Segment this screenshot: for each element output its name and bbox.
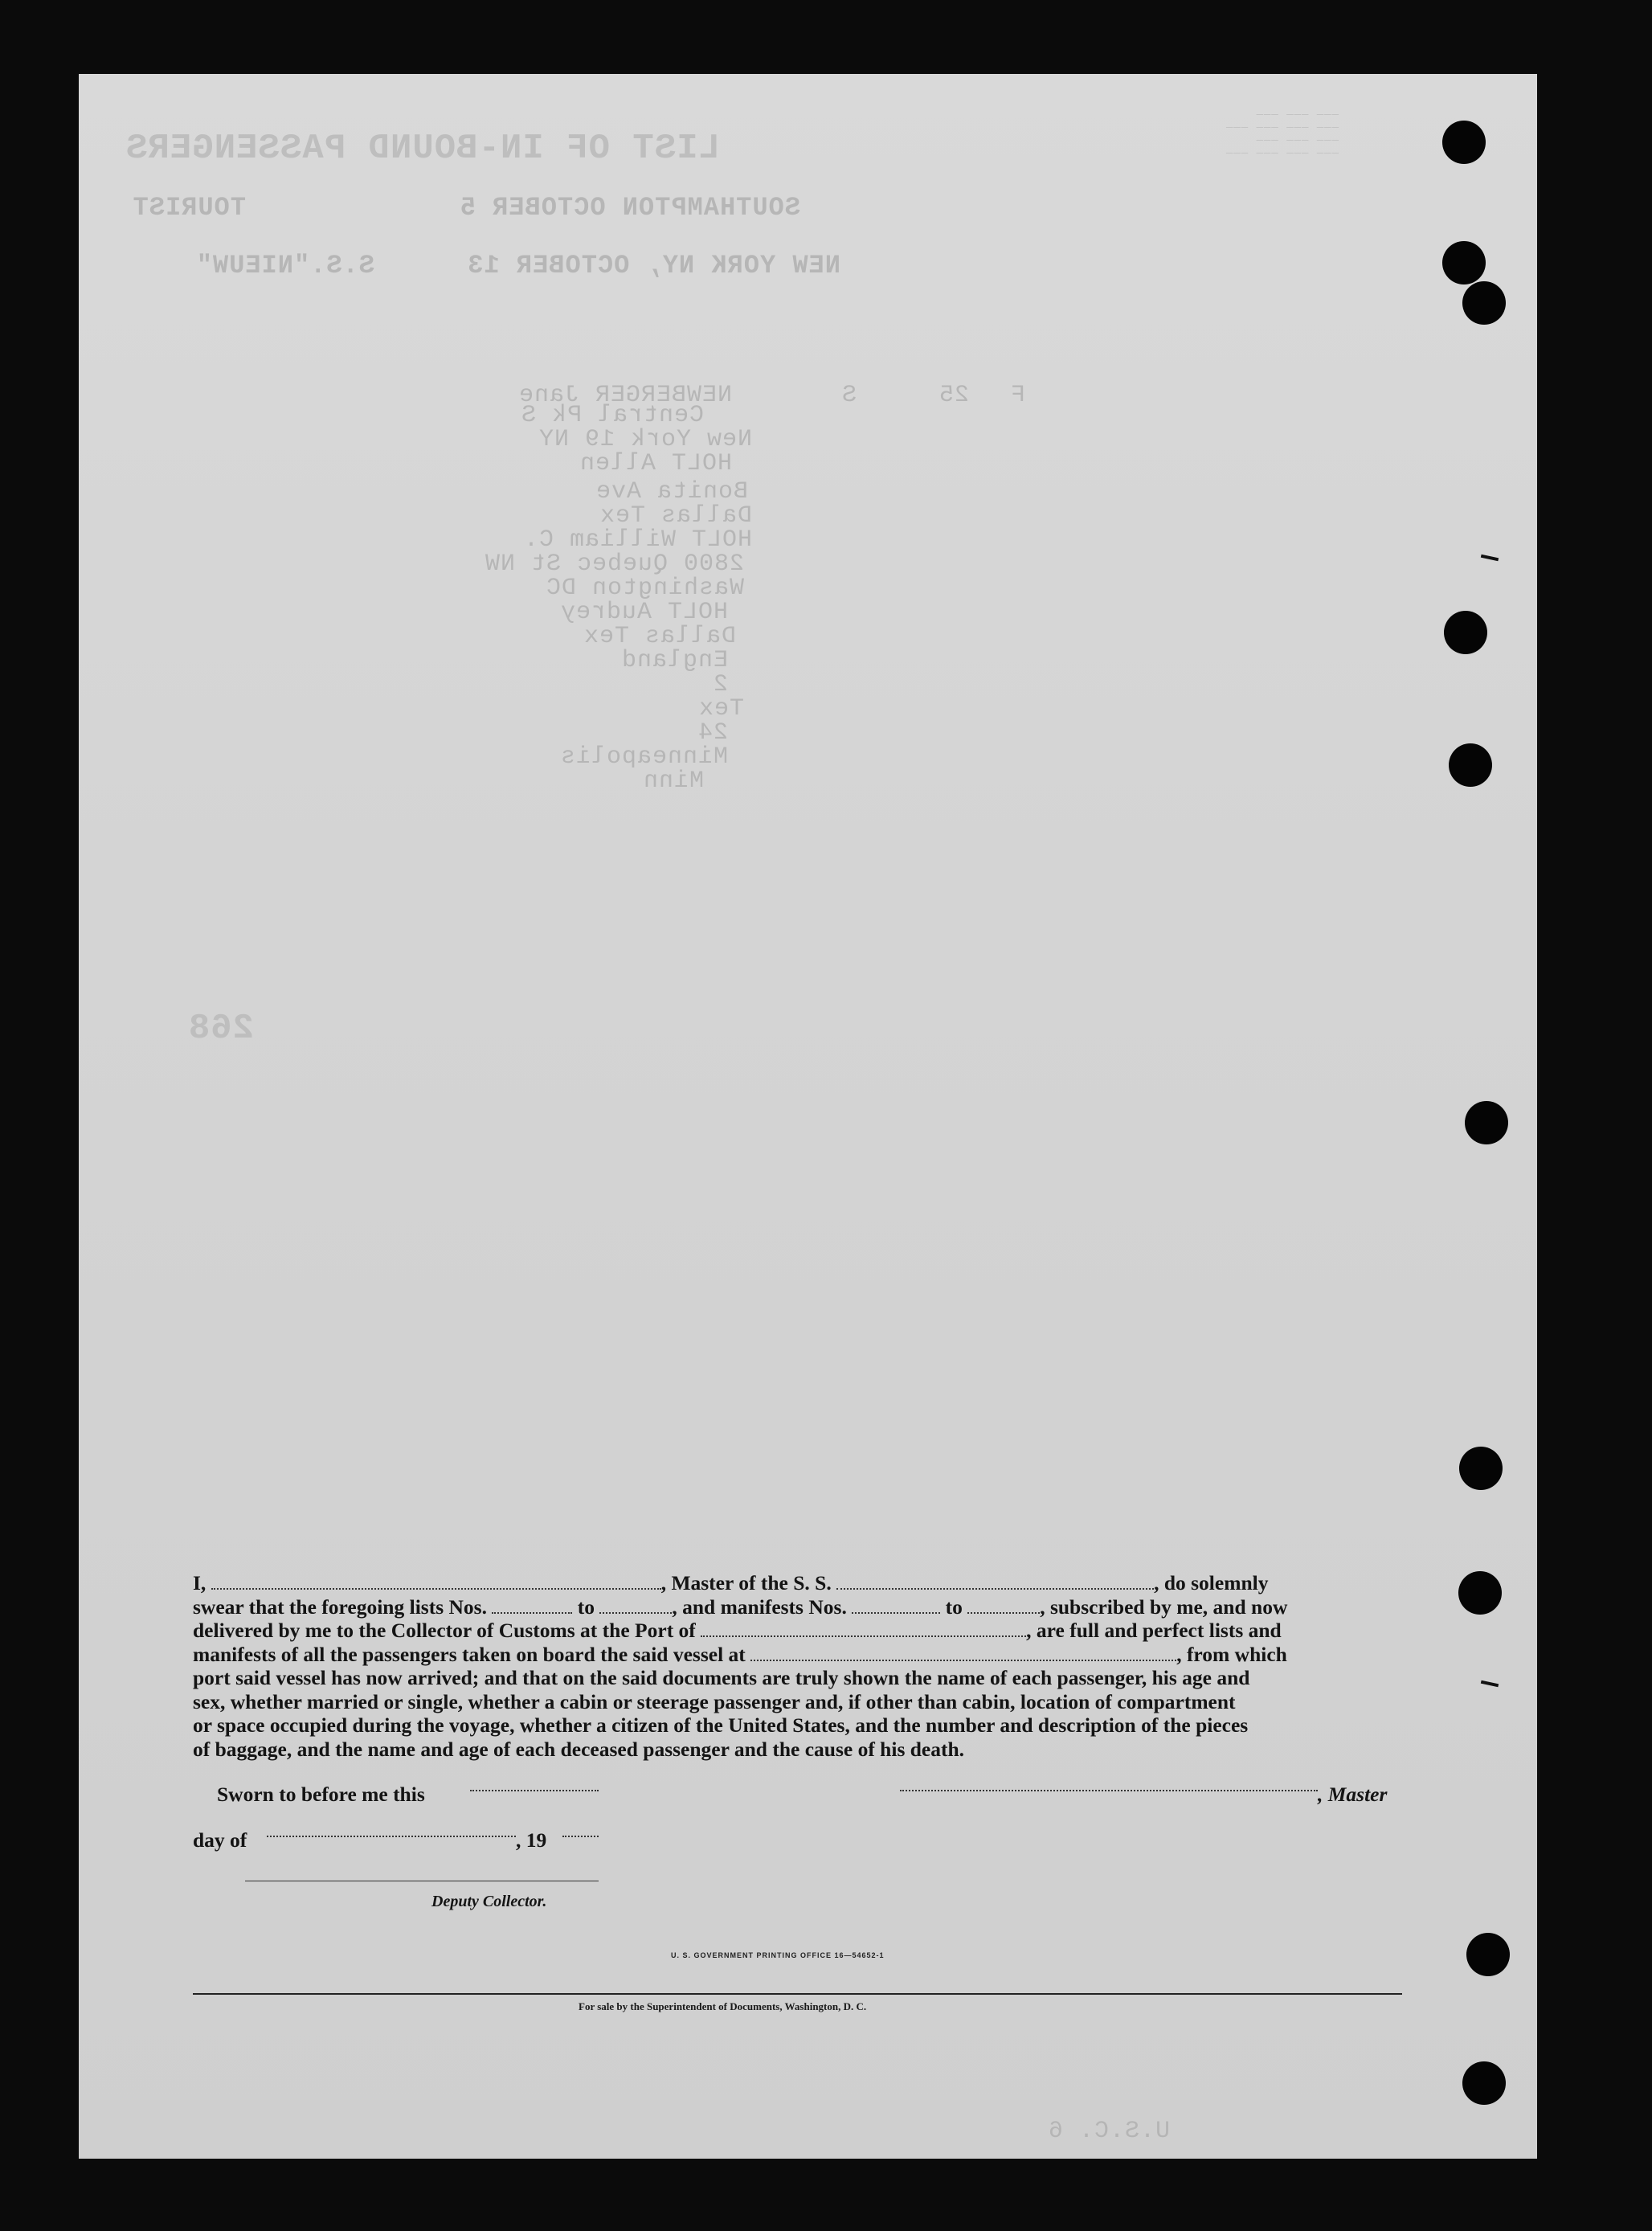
list-from-field[interactable] bbox=[492, 1598, 572, 1614]
manifest-to-field[interactable] bbox=[967, 1598, 1040, 1614]
ghost-cell: HOLT Audrey bbox=[559, 599, 728, 626]
bleed-through-text: ——— ——— ——— ——— ——— ——— ——— ——— ——— ——— ——— ——— ——— ——— LIST OF IN-BOUND PASSENGERS SOUTHAMPTON OCTOBER 5 TOURIST S.S."NIEUW" NEW YORK NY, OCTOBER 13 NEWBERGER Jane 25 F S Central Pk S New York 19 NY HOLT Allen Bonita Ave Dallas Tex HOLT William C. 2800 Quebec St NW Washington DC HOLT Audrey Dallas Tex England 2 Tex 24 Minneapolis Minn 268 U.S.C. 6 bbox=[125, 108, 1339, 2145]
ghost-cell: NEWBERGER Jane bbox=[517, 382, 732, 409]
footer-rule bbox=[193, 1993, 1402, 1995]
ghost-cell: F bbox=[1009, 382, 1025, 409]
ghost-corner-code: U.S.C. 6 bbox=[1047, 2118, 1170, 2145]
master-declaration bbox=[193, 1571, 1402, 1761]
declaration-text: , do solemnly bbox=[1154, 1571, 1269, 1594]
ghost-arrival: NEW YORK NY, OCTOBER 13 bbox=[467, 251, 840, 280]
ghost-cell: Minn bbox=[642, 768, 704, 795]
declaration-text: delivered by me to the Collector of Customs at the Port of bbox=[193, 1619, 696, 1642]
declaration-text: , are full and perfect lists and bbox=[1026, 1619, 1282, 1642]
ghost-cell: S bbox=[840, 382, 857, 409]
year-prefix: , 19 bbox=[516, 1828, 547, 1852]
list-to-field[interactable] bbox=[599, 1598, 672, 1614]
master-signature-field[interactable] bbox=[900, 1790, 1318, 1791]
sworn-day-field[interactable] bbox=[470, 1790, 599, 1791]
ghost-cell: Minneapolis bbox=[559, 743, 728, 771]
ghost-ship: S.S."NIEUW" bbox=[195, 251, 374, 280]
declaration-text: , and manifests Nos. bbox=[672, 1594, 847, 1619]
month-field[interactable] bbox=[267, 1836, 516, 1837]
ghost-title: LIST OF IN-BOUND PASSENGERS bbox=[125, 129, 720, 169]
declaration-text: , from which bbox=[1176, 1642, 1287, 1666]
for-sale-notice: For sale by the Superintendent of Documents, Washington, D. C. bbox=[579, 2000, 867, 2012]
manifest-from-field[interactable] bbox=[852, 1598, 940, 1614]
port-field[interactable] bbox=[701, 1621, 1026, 1637]
declaration-text: manifests of all the passengers taken on board the said vessel at bbox=[193, 1642, 746, 1666]
printer-imprint: U. S. GOVERNMENT PRINTING OFFICE 16—54652-1 bbox=[671, 1951, 885, 1959]
sworn-label: Sworn to before me this bbox=[217, 1783, 425, 1806]
day-of-label: day of bbox=[193, 1828, 247, 1852]
ghost-cell: HOLT William C. bbox=[522, 526, 752, 554]
ghost-class: TOURIST bbox=[132, 193, 246, 223]
ghost-cell: Bonita Ave bbox=[595, 478, 748, 506]
ghost-cell: 25 bbox=[938, 382, 969, 409]
master-name-field[interactable] bbox=[211, 1574, 661, 1590]
ghost-page-number: 268 bbox=[187, 1009, 254, 1049]
ghost-cell: 2 bbox=[712, 671, 728, 698]
declaration-text: to bbox=[945, 1594, 963, 1619]
declaration-text: , Master of the S. S. bbox=[660, 1571, 832, 1594]
declaration-text: or space occupied during the voyage, whether a citizen of the United States, and the number and description of the pieces bbox=[193, 1713, 1249, 1737]
declaration-text: I, bbox=[193, 1571, 206, 1594]
declaration-text: to bbox=[577, 1594, 595, 1619]
declaration-text: sex, whether married or single, whether a cabin or steerage passenger and, if other than cabin, location of compartment bbox=[193, 1689, 1236, 1713]
ghost-cell: 2800 Quebec St NW bbox=[484, 551, 744, 578]
ghost-cell: New York 19 NY bbox=[538, 426, 752, 453]
declaration-text: of baggage, and the name and age of each deceased passenger and the cause of his death. bbox=[193, 1737, 965, 1761]
declaration-text: port said vessel has now arrived; and that on the said documents are truly shown the name of each passenger, his age and bbox=[193, 1666, 1250, 1689]
ghost-cell: Dallas Tex bbox=[599, 502, 752, 530]
declaration-text: swear that the foregoing lists Nos. bbox=[193, 1594, 487, 1619]
ghost-cell: Dallas Tex bbox=[583, 623, 736, 650]
declaration-text: , subscribed by me, and now bbox=[1040, 1594, 1288, 1619]
ghost-departure: SOUTHAMPTON OCTOBER 5 bbox=[459, 193, 800, 223]
deputy-label: Deputy Collector. bbox=[431, 1893, 547, 1910]
ghost-cell: 24 bbox=[697, 719, 728, 747]
ship-name-field[interactable] bbox=[836, 1574, 1154, 1590]
year-field[interactable] bbox=[562, 1836, 599, 1837]
ghost-cell: Tex bbox=[697, 695, 744, 723]
ghost-cell: Central Pk S bbox=[520, 402, 704, 429]
ghost-cell: England bbox=[620, 647, 728, 674]
embarkation-field[interactable] bbox=[750, 1645, 1176, 1661]
ghost-cell: HOLT Allen bbox=[579, 450, 732, 477]
ghost-cell: Washington DC bbox=[545, 575, 744, 602]
master-label: , Master bbox=[1318, 1783, 1388, 1806]
